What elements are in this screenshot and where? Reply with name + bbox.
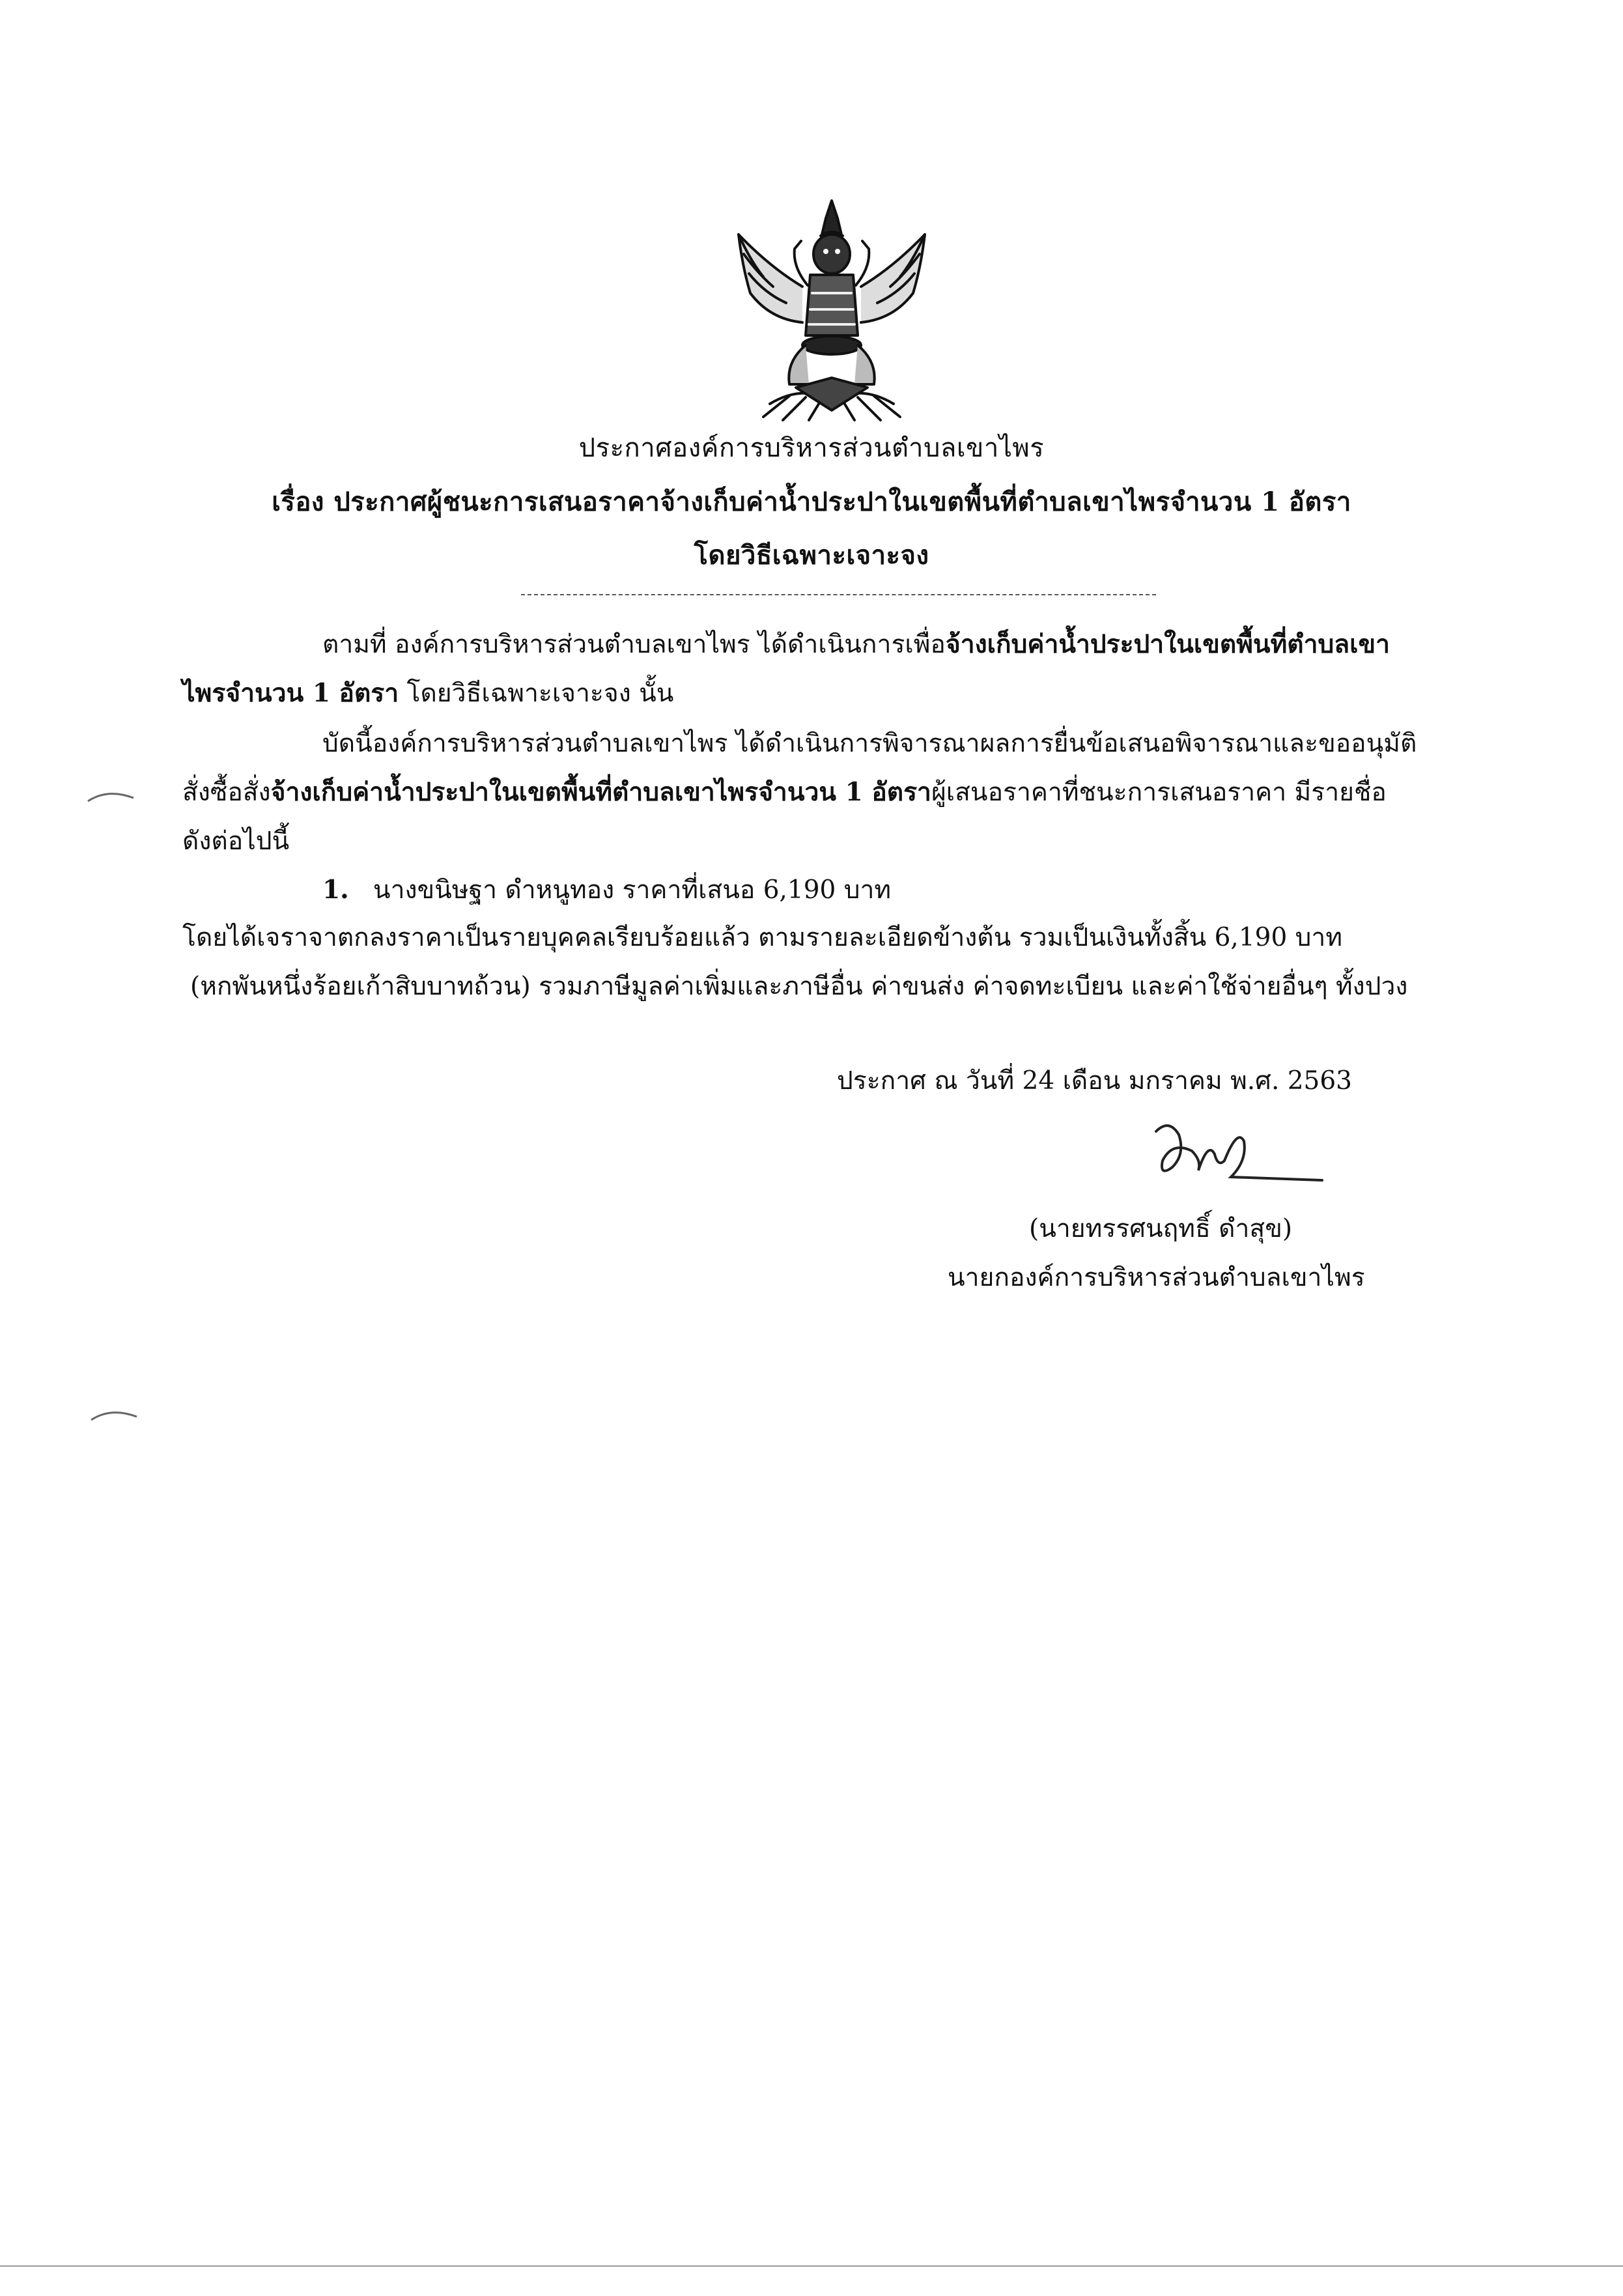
garuda-emblem-icon [724, 189, 939, 430]
para1-line2 [182, 673, 673, 713]
para1-line1 [322, 624, 1390, 664]
summary-line2: (หกพันหนึ่งร้อยเก้าสิบบาทถ้วน) รวมภาษีมูลค่าเพิ่มและภาษีอื่น ค่าขนส่ง ค่าจดทะเบียน และค่าใช้จ่ายอื่นๆ ทั้งปวง [190, 972, 1408, 1001]
binder-hole-mark-icon [85, 785, 137, 804]
doc-method: โดยวิธีเฉพาะเจาะจง [694, 540, 929, 571]
signer-name: (นายทรรศนฤทธิ์ ดำสุข) [1029, 1214, 1293, 1243]
para2-winner-text: ผู้เสนอราคาที่ชนะการเสนอราคา มีรายชื่อ [931, 778, 1387, 807]
doc-subject: เรื่อง ประกาศผู้ชนะการเสนอราคาจ้างเก็บค่าน้ำประปาในเขตพื้นที่ตำบลเขาไพรจำนวน 1 อัตรา [272, 487, 1351, 517]
summary-line1: โดยได้เจราจาตกลงราคาเป็นรายบุคคลเรียบร้อยแล้ว ตามรายละเอียดข้างต้น รวมเป็นเงินทั้งสิ้น 6,190 บาท [182, 923, 1343, 952]
para1-method: โดยวิธีเฉพาะเจาะจง นั้น [399, 679, 674, 708]
para1-project-cont: ไพรจำนวน 1 อัตรา [182, 678, 399, 708]
doc-title: ประกาศองค์การบริหารส่วนตำบลเขาไพร [578, 433, 1045, 463]
para2-line3: ดังต่อไปนี้ [182, 827, 290, 856]
para2-project: จ้างเก็บค่าน้ำประปาในเขตพื้นที่ตำบลเขาไพรจำนวน 1 อัตรา [270, 777, 931, 807]
para1-text: ตามที่ องค์การบริหารส่วนตำบลเขาไพร ได้ดำเนินการเพื่อ [322, 630, 946, 659]
header-divider [521, 594, 1156, 595]
winner-row [322, 870, 891, 910]
winner-number: 1. [322, 875, 349, 905]
para2-line1: บัดนี้องค์การบริหารส่วนตำบลเขาไพร ได้ดำเนินการพิจารณาผลการยื่นข้อเสนอพิจารณาและขออนุมัติ [322, 729, 1417, 758]
binder-hole-mark-icon [88, 1404, 140, 1423]
signer-title: นายกองค์การบริหารส่วนตำบลเขาไพร [948, 1263, 1365, 1292]
signature-icon [1153, 1115, 1329, 1193]
winner-text: นางขนิษฐา ดำหนูทอง ราคาที่เสนอ 6,190 บาท [373, 875, 892, 905]
para2-text: สั่งซื้อสั่ง [182, 778, 271, 807]
para2-line2 [182, 772, 1387, 812]
announcement-date: ประกาศ ณ วันที่ 24 เดือน มกราคม พ.ศ. 2563 [837, 1066, 1352, 1096]
scan-edge-line [0, 2265, 1623, 2267]
para1-project: จ้างเก็บค่าน้ำประปาในเขตพื้นที่ตำบลเขา [945, 629, 1390, 659]
